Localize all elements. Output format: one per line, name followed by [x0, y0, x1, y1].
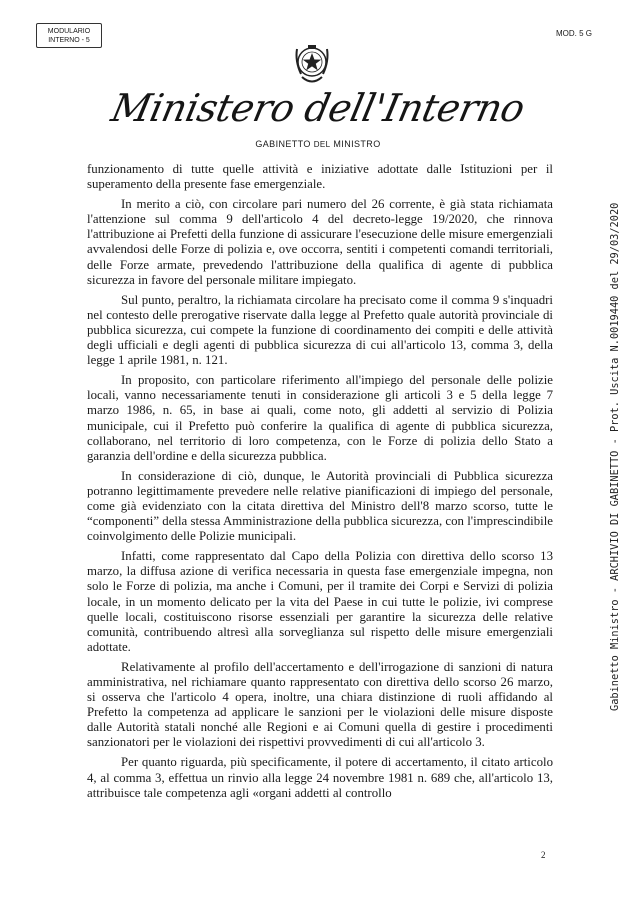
paragraph: In merito a ciò, con circolare pari numero del 26 corrente, è già stata richiamata l'attenzione sul comma 9 dell'articolo 4 del decreto-legge 19/2020, che rinnova l'attribuzione ai Prefetti della funzione di assicurare l'esecuzione delle misure emergenziali avvalendosi delle Forze di polizia e, ove occorra, sentiti i competenti comandi territoriali, delle Forze armate, prevedendo l'attribuzione della qualifica di agente di pubblica sicurezza in favore del personale militare impiegato.: [87, 197, 553, 287]
paragraph: funzionamento di tutte quelle attività e iniziative adottate dalle Istituzioni per il superamento della presente fase emergenziale.: [87, 162, 553, 192]
office-word-3: MINISTRO: [333, 139, 381, 149]
mod-label: MOD. 5 G: [555, 29, 592, 38]
paragraph: In proposito, con particolare riferimento all'impiego del personale delle polizie locali, vanno necessariamente tenuti in considerazione gli articoli 3 e 5 della legge 7 marzo 1986, n. 65, in base ai quali, come noto, gli addetti al servizio di Polizia municipale, cui il Prefetto può conferire la qualifica di agente di pubblica sicurezza, collaborano, nel territorio di loro competenza, con le Forze di polizia dello Stato a garanzia dell'ordine e della sicurezza pubblica.: [87, 373, 553, 463]
paragraph: Infatti, come rappresentato dal Capo della Polizia con direttiva dello scorso 13 marzo, la diffusa azione di verifica necessaria in questa fase emergenziale impegna, non solo le Forze di polizia, ma anche i Comuni, per il tramite dei Corpi e Servizi di polizia locale, in un momento delicato per la vita del Paese in cui tutte le polizie, ivi comprese quelle locali, costituiscono risorse essenziali per garantire la sicurezza delle relative comunità, contribuendo altresì alla sorveglianza sul rispetto delle misure emergenziali adottate.: [87, 549, 553, 654]
office-word-1: GABINETTO: [255, 139, 311, 149]
paragraph: Relativamente al profilo dell'accertamento e dell'irrogazione di sanzioni di natura amministrativa, nel richiamare quanto rappresentato con direttiva dello scorso 26 marzo, si osserva che l'articolo 4 opera, inoltre, una chiara distinzione di ruoli affidando al Prefetto la competenza ad applicare le sanzioni per le violazioni delle misure disposte dalle Autorità statali nonché alle Regioni e ai Comuni quella di gestire i procedimenti sanzionatori per le violazioni dei rispettivi provvedimenti di cui all'articolo 3.: [87, 659, 553, 750]
document-body: [87, 162, 553, 806]
office-title: [0, 139, 636, 149]
protocol-stamp: Gabinetto Ministro - ARCHIVIO DI GABINETTO - Prot. Uscita N.0019440 del 29/03/2020: [609, 202, 621, 711]
office-word-2: DEL: [313, 140, 331, 149]
paragraph: Sul punto, peraltro, la richiamata circolare ha precisato come il comma 9 s'inquadri nel contesto delle prerogative riservate dalla legge al Prefetto quale autorità provinciale di pubblica sicurezza, cui compete la funzione di coordinamento dei compiti e delle attività degli ufficiali e degli agenti di pubblica sicurezza di cui all'articolo 13, comma 3, della legge 1 aprile 1981, n. 121.: [87, 292, 553, 368]
modulario-box: [36, 23, 102, 48]
paragraph: In considerazione di ciò, dunque, le Autorità provinciali di Pubblica sicurezza potranno legittimamente prevedere nelle relative pianificazioni di impiego del personale, come già evidenziato con la citata direttiva del Ministro dell'8 marzo scorso, tutte le “componenti” della stessa Amministrazione della pubblica sicurezza, con l'imprescindibile coinvolgimento delle Polizie municipali.: [87, 468, 553, 544]
emblem-icon: [293, 41, 331, 87]
modulario-line2: INTERNO - 5: [48, 37, 90, 44]
modulario-line1: MODULARIO: [47, 28, 91, 35]
ministry-title: Ministero dell'Interno: [107, 86, 529, 130]
page-number: 2: [541, 850, 546, 860]
paragraph: Per quanto riguarda, più specificamente, il potere di accertamento, il citato articolo 4, al comma 3, effettua un rinvio alla legge 24 novembre 1981 n. 689 che, all'articolo 13, attribuisce tale competenza agli «organi addetti al controllo: [87, 755, 553, 800]
